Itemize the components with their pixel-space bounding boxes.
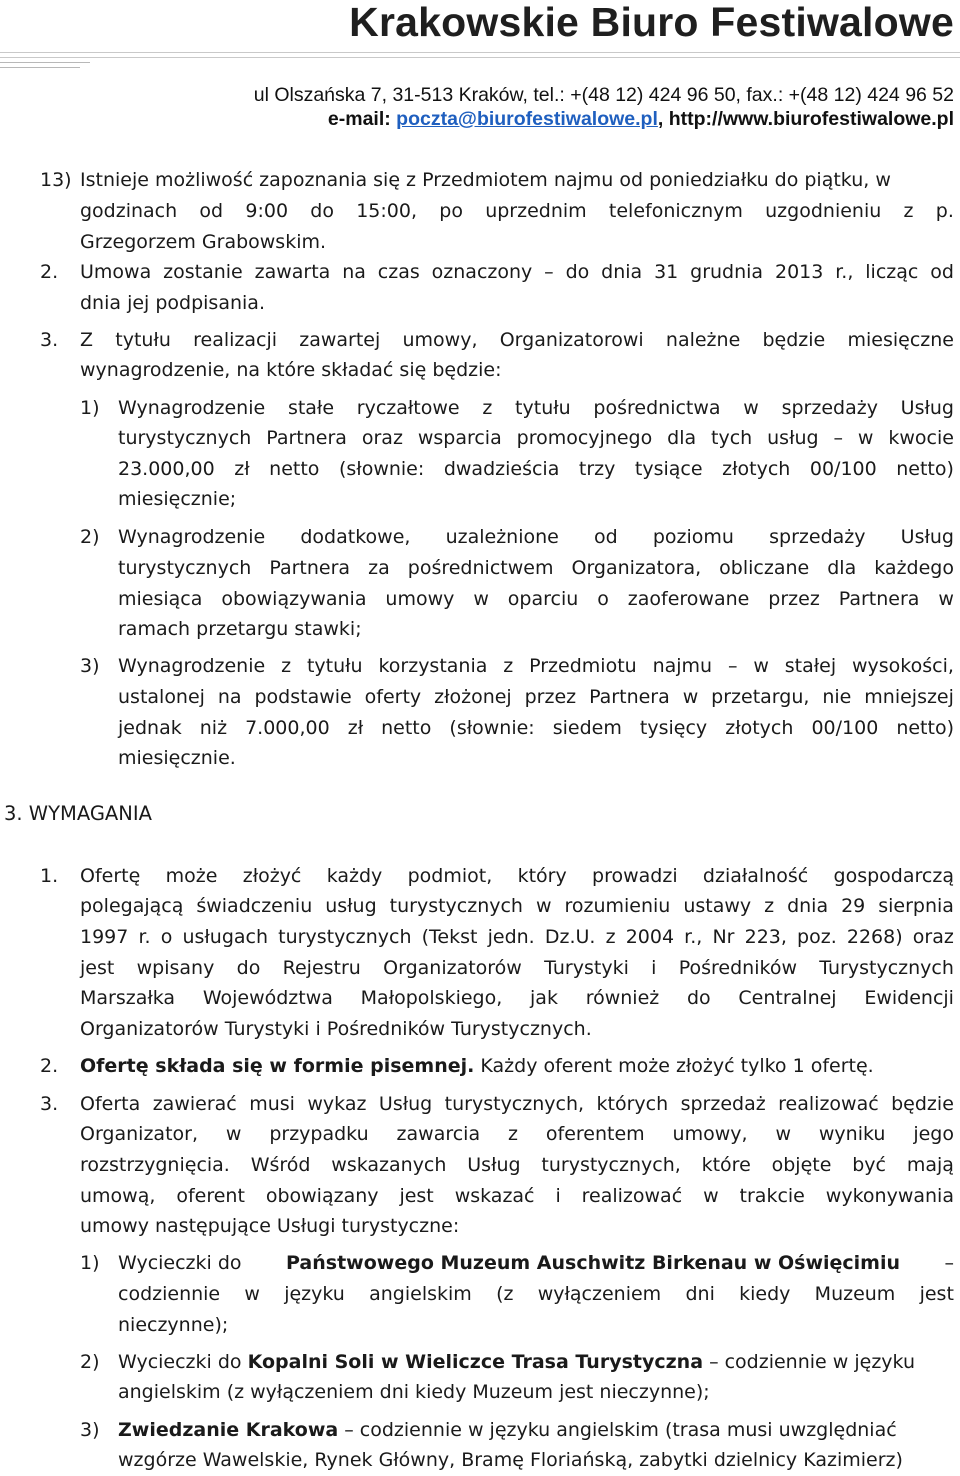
paragraph-line: Umowa zostanie zawarta na czas oznaczony – do dnia 31 grudnia 2013 r., licząc od — [80, 261, 954, 283]
paragraph-line: turystycznych Partnera za pośrednictwem Organizatora, obliczane dla każdego — [118, 557, 954, 579]
paragraph-text: – — [944, 1252, 954, 1274]
paragraph-line: Grzegorzem Grabowskim. — [80, 231, 327, 253]
paragraph-line: dnia jej podpisania. — [80, 292, 265, 314]
section-heading: 3. WYMAGANIA — [4, 802, 152, 825]
paragraph-line: godzinach od 9:00 do 15:00, po uprzednim telefonicznym uzgodnieniu z p. — [80, 200, 954, 222]
paragraph-line: jednak niż 7.000,00 zł netto (słownie: siedem tysięcy złotych 00/100 netto) — [118, 717, 954, 739]
letterhead-rule — [0, 62, 90, 63]
paragraph-line: jest wpisany do Rejestru Organizatorów Turystyki i Pośredników Turystycznych — [80, 957, 954, 979]
list-number: 2) — [80, 526, 100, 548]
paragraph-text: Wycieczki do — [118, 1351, 248, 1373]
paragraph-line: wynagrodzenie, na które składać się będzie: — [80, 359, 502, 381]
paragraph-line: miesięcznie; — [118, 488, 237, 510]
paragraph-line — [80, 1054, 874, 1078]
letterhead-rule — [0, 57, 960, 58]
emphasis-text: Zwiedzanie Krakowa — [118, 1419, 339, 1441]
paragraph-line: codziennie w języku angielskim (z wyłączeniem dni kiedy Muzeum jest — [118, 1283, 954, 1305]
email-link[interactable]: poczta@biurofestiwalowe.pl — [396, 108, 658, 130]
emphasis-text: Państwowego Muzeum Auschwitz Birkenau w Oświęcimiu — [286, 1252, 901, 1274]
list-number: 13) — [40, 169, 72, 191]
paragraph-text: – codziennie w języku — [703, 1351, 915, 1373]
list-number: 3) — [80, 1419, 100, 1441]
paragraph-line — [118, 1251, 954, 1275]
paragraph-line — [118, 1350, 915, 1374]
letterhead-rule — [0, 52, 960, 53]
paragraph-line — [118, 1418, 897, 1442]
paragraph-line: Marszałka Województwa Małopolskiego, jak również do Centralnej Ewidencji — [80, 987, 954, 1009]
letterhead-rule — [0, 67, 80, 68]
paragraph-line: Wynagrodzenie z tytułu korzystania z Przedmiotu najmu – w stałej wysokości, — [118, 655, 954, 677]
paragraph-line: ustalonej na podstawie oferty złożonej przez Partnera w przetargu, nie mniejszej — [118, 686, 954, 708]
email-label: e-mail: — [327, 108, 397, 130]
letterhead-address: ul Olszańska 7, 31-513 Kraków, tel.: +(48 12) 424 96 50, fax.: +(48 12) 424 96 52 — [253, 84, 954, 106]
letterhead-contact — [328, 108, 954, 131]
paragraph-line: nieczynne); — [118, 1314, 229, 1336]
letterhead-title: Krakowskie Biuro Festiwalowe — [349, 0, 954, 45]
paragraph-line: Oferta zawierać musi wykaz Usług turystycznych, których sprzedaż realizować będzie — [80, 1093, 954, 1115]
paragraph-line: wzgórze Wawelskie, Rynek Główny, Bramę Floriańską, zabytki dzielnicy Kazimierz) — [118, 1449, 903, 1471]
list-number: 2) — [80, 1351, 100, 1373]
list-number: 3. — [40, 329, 59, 351]
paragraph-text: Każdy oferent może złożyć tylko 1 ofertę. — [474, 1055, 874, 1077]
paragraph-line: Organizatorów Turystyki i Pośredników Turystycznych. — [80, 1018, 592, 1040]
paragraph-line: Wynagrodzenie stałe ryczałtowe z tytułu pośrednictwa w sprzedaży Usług — [118, 397, 954, 419]
paragraph-line: Ofertę może złożyć każdy podmiot, który prowadzi działalność gospodarczą — [80, 865, 954, 887]
paragraph-line: 1997 r. o usługach turystycznych (Tekst jedn. Dz.U. z 2004 r., Nr 223, poz. 2268) oraz — [80, 926, 954, 948]
list-number: 1. — [40, 865, 59, 887]
paragraph-line: miesięcznie. — [118, 747, 236, 769]
paragraph-line: polegającą świadczeniu usług turystycznych w rozumieniu ustawy z dnia 29 sierpnia — [80, 895, 954, 917]
paragraph-line: Organizator, w przypadku zawarcia z oferentem umowy, w wyniku jego — [80, 1123, 954, 1145]
paragraph-line: Istnieje możliwość zapoznania się z Przedmiotem najmu od poniedziałku do piątku, w — [80, 169, 891, 191]
list-number: 3. — [40, 1093, 59, 1115]
paragraph-line: angielskim (z wyłączeniem dni kiedy Muzeum jest nieczynne); — [118, 1381, 710, 1403]
paragraph-line: miesiąca obowiązywania umowy w oparciu o zaoferowane przez Partnera w — [118, 588, 954, 610]
paragraph-line: umową, oferent obowiązany jest wskazać i realizować w trakcie wykonywania — [80, 1185, 954, 1207]
paragraph-line: turystycznych Partnera oraz wsparcia promocyjnego dla tych usług – w kwocie — [118, 427, 954, 449]
paragraph-line: umowy następujące Usługi turystyczne: — [80, 1215, 460, 1237]
list-number: 3) — [80, 655, 100, 677]
emphasis-text: Ofertę składa się w formie pisemnej. — [80, 1055, 475, 1077]
paragraph-line: Wynagrodzenie dodatkowe, uzależnione od poziomu sprzedaży Usług — [118, 526, 954, 548]
emphasis-text: Kopalni Soli w Wieliczce Trasa Turystyczna — [247, 1351, 704, 1373]
list-number: 2. — [40, 1055, 59, 1077]
paragraph-line: Z tytułu realizacji zawartej umowy, Organizatorowi należne będzie miesięczne — [80, 329, 954, 351]
paragraph-text: Wycieczki do — [118, 1252, 242, 1274]
list-number: 1) — [80, 397, 100, 419]
list-number: 1) — [80, 1252, 100, 1274]
website-link[interactable]: , http://www.biurofestiwalowe.pl — [657, 108, 954, 130]
paragraph-line: 23.000,00 zł netto (słownie: dwadzieścia trzy tysiące złotych 00/100 netto) — [118, 458, 954, 480]
paragraph-line: rozstrzygnięcia. Wśród wskazanych Usług turystycznych, które objęte być mają — [80, 1154, 954, 1176]
paragraph-line: ramach przetargu stawki; — [118, 618, 362, 640]
paragraph-text: – codziennie w języku angielskim (trasa musi uwzględniać — [338, 1419, 897, 1441]
list-number: 2. — [40, 261, 59, 283]
